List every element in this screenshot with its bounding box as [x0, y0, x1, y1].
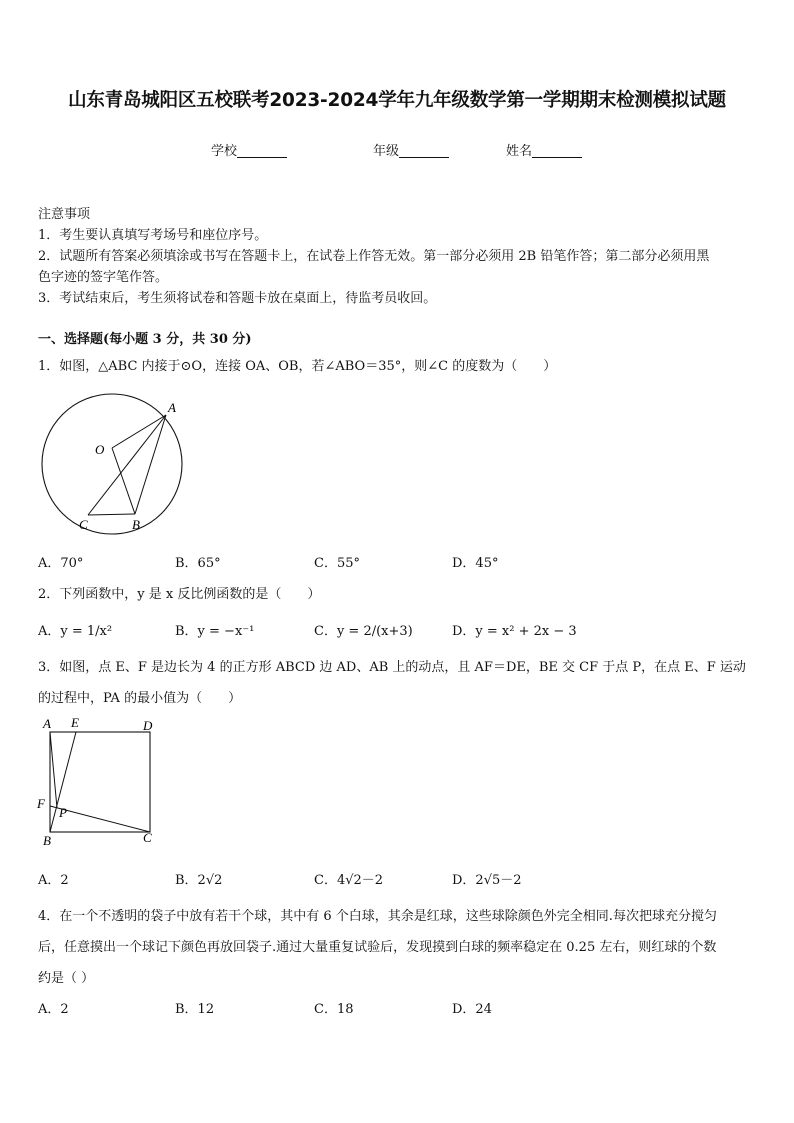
label-c: C — [143, 830, 152, 845]
question-4-stem-line: 约是（ ） — [38, 971, 95, 986]
notice-item: 色字迹的签字笔作答。 — [38, 270, 169, 285]
question-1-option-a[interactable]: A．70° — [38, 556, 84, 571]
label-b: B — [132, 517, 140, 532]
label-f: F — [37, 796, 45, 811]
segment-cb — [88, 514, 135, 515]
segment-ap — [50, 732, 57, 808]
question-3-stem-line: 3．如图，点 E、F 是边长为 4 的正方形 ABCD 边 AD、AB 上的动点，且 AF＝DE，BE 交 CF 于点 P，在点 E、F 运动 — [38, 660, 746, 675]
question-4-option-b[interactable]: B．12 — [175, 1002, 215, 1017]
grade-blank[interactable] — [399, 143, 449, 158]
question-4-option-c[interactable]: C．18 — [314, 1002, 354, 1017]
question-1-option-c[interactable]: C．55° — [314, 556, 360, 571]
label-d: D — [143, 718, 153, 733]
label-a: A — [43, 716, 51, 731]
question-2-option-a[interactable]: A．y = 1/x² — [38, 624, 113, 639]
label-p: P — [59, 805, 67, 820]
question-3-option-c[interactable]: C．4√2－2 — [314, 873, 384, 888]
question-1-figure — [38, 388, 198, 538]
question-1-stem: 1．如图，△ABC 内接于⊙O，连接 OA、OB，若∠ABO＝35°，则∠C 的度数为（ ） — [38, 359, 557, 374]
label-o: O — [95, 442, 105, 457]
question-3-option-b[interactable]: B．2√2 — [175, 873, 223, 888]
question-4-stem-line: 后，任意摸出一个球记下颜色再放回袋子.通过大量重复试验后，发现摸到白球的频率稳定在 0.25 左右，则红球的个数 — [38, 940, 717, 955]
segment-ab — [135, 415, 166, 514]
school-field — [211, 140, 287, 159]
question-1-option-d[interactable]: D．45° — [452, 556, 499, 571]
question-3-option-a[interactable]: A．2 — [38, 873, 69, 888]
grade-field — [373, 140, 449, 159]
name-label: 姓名 — [506, 144, 533, 159]
question-4-option-a[interactable]: A．2 — [38, 1002, 69, 1017]
question-3-stem-line: 的过程中，PA 的最小值为（ ） — [38, 691, 242, 706]
question-2-stem: 2．下列函数中，y 是 x 反比例函数的是（ ） — [38, 587, 321, 602]
name-blank[interactable] — [532, 143, 582, 158]
question-2-option-d[interactable]: D．y = x² + 2x − 3 — [452, 624, 577, 639]
question-4-option-d[interactable]: D．24 — [452, 1002, 492, 1017]
question-1-option-b[interactable]: B．65° — [175, 556, 221, 571]
question-2-option-c[interactable]: C．y = 2/(x+3) — [314, 624, 413, 639]
notice-item: 2．试题所有答案必须填涂或书写在答题卡上，在试卷上作答无效。第一部分必须用 2B 铅笔作答；第二部分必须用黑 — [38, 249, 710, 264]
notice-heading: 注意事项 — [38, 207, 91, 222]
school-label: 学校 — [211, 144, 238, 159]
circle-o — [42, 394, 182, 534]
section-heading: 一、选择题(每小题 3 分，共 30 分) — [38, 332, 252, 347]
grade-label: 年级 — [373, 144, 400, 159]
question-3-figure — [34, 712, 164, 848]
page-title: 山东青岛城阳区五校联考2023-2024学年九年级数学第一学期期末检测模拟试题 — [68, 90, 726, 111]
name-field — [506, 140, 582, 159]
notice-item: 3．考试结束后，考生须将试卷和答题卡放在桌面上，待监考员收回。 — [38, 291, 437, 306]
segment-ac — [88, 415, 166, 515]
notice-item: 1．考生要认真填写考场号和座位序号。 — [38, 228, 268, 243]
label-a: A — [168, 400, 176, 415]
label-b: B — [43, 833, 51, 848]
question-3-option-d[interactable]: D．2√5－2 — [452, 873, 522, 888]
segment-ob — [112, 448, 135, 514]
label-c: C — [79, 517, 88, 532]
school-blank[interactable] — [237, 143, 287, 158]
question-2-option-b[interactable]: B．y = −x⁻¹ — [175, 624, 255, 639]
segment-oa — [112, 415, 166, 448]
question-4-stem-line: 4．在一个不透明的袋子中放有若干个球，其中有 6 个白球，其余是红球，这些球除颜色外完全相同.每次把球充分搅匀 — [38, 909, 717, 924]
label-e: E — [71, 715, 79, 730]
